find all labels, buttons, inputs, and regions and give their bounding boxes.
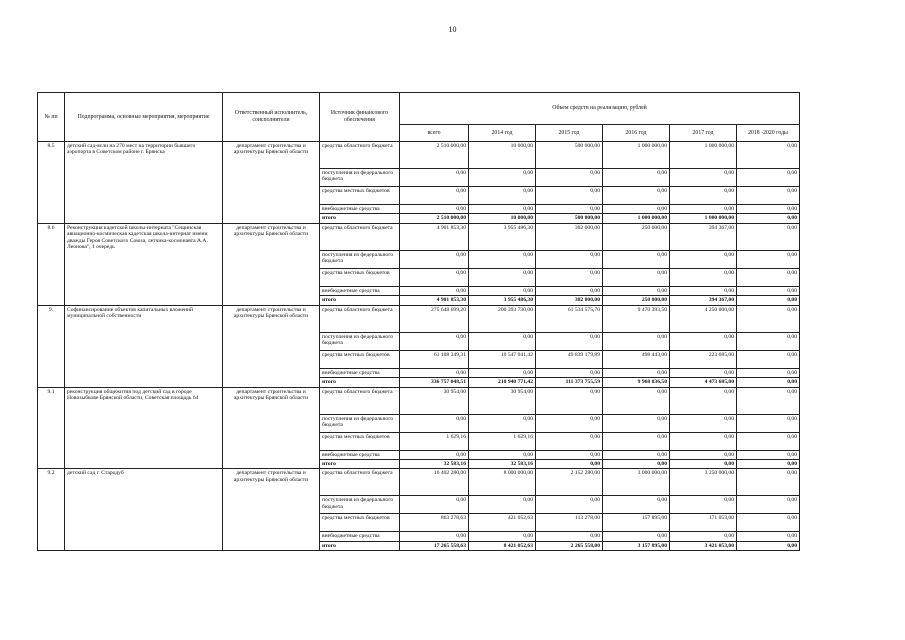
header-col-2017: 2017 год — [670, 125, 737, 142]
amount-cell: 0,00 — [670, 169, 737, 187]
amount-cell: 0,00 — [670, 459, 737, 468]
item-executor: департамент строительства и архитектуры Брянской области — [223, 469, 320, 551]
amount-cell: 1 000 000,00 — [670, 142, 737, 169]
amount-cell: 0,00 — [737, 305, 800, 332]
funding-source: внебюджетные средства — [320, 450, 400, 459]
amount-cell: 0,00 — [536, 432, 603, 450]
item-name: детский сад г. Стародуб — [65, 469, 223, 551]
item-name: Реконструкция кадетской школы-интерната "Сещинская авиационно-космическая кадетская школа-интернат имени дважды Героя Советского Союза, летчика-космонавта А.А. Леонова", 1 очередь — [65, 223, 223, 305]
amount-cell: 0,00 — [737, 350, 800, 368]
amount-cell: 0,00 — [737, 214, 800, 223]
amount-cell: 0,00 — [536, 169, 603, 187]
amount-cell: 0,00 — [737, 459, 800, 468]
amount-cell: 2 510 000,00 — [400, 214, 469, 223]
funding-source: итого — [320, 459, 400, 468]
amount-cell: 0,00 — [670, 432, 737, 450]
amount-cell: 0,00 — [737, 223, 800, 250]
amount-cell: 0,00 — [670, 496, 737, 514]
amount-cell: 0,00 — [737, 469, 800, 496]
amount-cell: 0,00 — [670, 532, 737, 541]
amount-cell: 0,00 — [737, 332, 800, 350]
amount-cell: 30 954,00 — [469, 387, 536, 414]
amount-cell: 302 000,00 — [536, 296, 603, 305]
funding-source: внебюджетные средства — [320, 368, 400, 377]
amount-cell: 498 443,00 — [603, 350, 670, 368]
table-row — [38, 142, 800, 169]
amount-cell: 4 901 853,30 — [400, 223, 469, 250]
amount-cell: 0,00 — [603, 286, 670, 295]
amount-cell: 0,00 — [603, 205, 670, 214]
amount-cell: 10 000,00 — [469, 142, 536, 169]
header-col-2018-2020: 2018 -2020 годы — [737, 125, 800, 142]
funding-source: внебюджетные средства — [320, 205, 400, 214]
item-name: Софинансирование объектов капитальных вложений муниципальной собственности — [65, 305, 223, 387]
amount-cell: 0,00 — [469, 187, 536, 205]
amount-cell: 0,00 — [737, 368, 800, 377]
amount-cell: 0,00 — [603, 532, 670, 541]
amount-cell: 0,00 — [603, 414, 670, 432]
funding-source: итого — [320, 378, 400, 387]
amount-cell: 0,00 — [469, 496, 536, 514]
amount-cell: 0,00 — [603, 496, 670, 514]
item-name: реконструкция общежития под детский сад в городе Новозыбкове Брянской области, Советская площадь 64 — [65, 387, 223, 469]
amount-cell: 0,00 — [670, 187, 737, 205]
amount-cell: 3 000 000,00 — [603, 469, 670, 496]
funding-source: средства местных бюджетов — [320, 432, 400, 450]
amount-cell: 250 000,00 — [603, 296, 670, 305]
funding-source: поступления из федерального бюджета — [320, 496, 400, 514]
amount-cell: 0,00 — [536, 368, 603, 377]
funding-source: средства областного бюджета — [320, 305, 400, 332]
amount-cell: 0,00 — [737, 142, 800, 169]
amount-cell: 0,00 — [603, 387, 670, 414]
amount-cell: 0,00 — [469, 414, 536, 432]
amount-cell: 0,00 — [737, 496, 800, 514]
funding-source: средства местных бюджетов — [320, 187, 400, 205]
amount-cell: 0,00 — [670, 368, 737, 377]
table-body — [38, 142, 800, 551]
amount-cell: 49 839 179,89 — [536, 350, 603, 368]
amount-cell: 61 534 575,70 — [536, 305, 603, 332]
table-row — [38, 469, 800, 496]
amount-cell: 4 250 000,00 — [670, 305, 737, 332]
amount-cell: 0,00 — [536, 459, 603, 468]
amount-cell: 0,00 — [670, 250, 737, 268]
amount-cell: 3 157 895,00 — [603, 541, 670, 550]
amount-cell: 0,00 — [469, 332, 536, 350]
amount-cell: 0,00 — [536, 450, 603, 459]
amount-cell: 394 367,00 — [670, 296, 737, 305]
amount-cell: 3 955 486,30 — [469, 223, 536, 250]
amount-cell: 1 000 000,00 — [603, 214, 670, 223]
amount-cell: 0,00 — [603, 368, 670, 377]
amount-cell: 0,00 — [737, 250, 800, 268]
funding-source: средства областного бюджета — [320, 223, 400, 250]
amount-cell: 9 968 836,50 — [603, 378, 670, 387]
item-number: 8.6 — [38, 223, 65, 305]
amount-cell: 500 000,00 — [536, 214, 603, 223]
amount-cell: 4 473 685,00 — [670, 378, 737, 387]
amount-cell: 0,00 — [400, 205, 469, 214]
amount-cell: 0,00 — [603, 169, 670, 187]
funding-source: итого — [320, 214, 400, 223]
amount-cell: 10 000,00 — [469, 214, 536, 223]
amount-cell: 0,00 — [400, 187, 469, 205]
amount-cell: 0,00 — [670, 387, 737, 414]
amount-cell: 0,00 — [400, 368, 469, 377]
amount-cell: 1 000 000,00 — [603, 142, 670, 169]
amount-cell: 0,00 — [737, 286, 800, 295]
amount-cell: 0,00 — [536, 286, 603, 295]
funding-source: поступления из федерального бюджета — [320, 414, 400, 432]
amount-cell: 0,00 — [737, 450, 800, 459]
amount-cell: 0,00 — [469, 205, 536, 214]
item-executor: департамент строительства и архитектуры Брянской области — [223, 305, 320, 387]
item-number: 9.1 — [38, 387, 65, 469]
amount-cell: 0,00 — [400, 414, 469, 432]
amount-cell: 0,00 — [536, 187, 603, 205]
item-executor: департамент строительства и архитектуры Брянской области — [223, 223, 320, 305]
amount-cell: 0,00 — [737, 387, 800, 414]
amount-cell: 32 583,16 — [469, 459, 536, 468]
funding-source: поступления из федерального бюджета — [320, 332, 400, 350]
amount-cell: 1 629,16 — [469, 432, 536, 450]
amount-cell: 210 940 771,42 — [469, 378, 536, 387]
amount-cell: 9 470 393,50 — [603, 305, 670, 332]
amount-cell: 0,00 — [737, 268, 800, 286]
amount-cell: 302 000,00 — [536, 223, 603, 250]
amount-cell: 0,00 — [469, 286, 536, 295]
amount-cell: 0,00 — [536, 205, 603, 214]
funding-source: внебюджетные средства — [320, 286, 400, 295]
amount-cell: 0,00 — [469, 169, 536, 187]
amount-cell: 275 648 699,20 — [400, 305, 469, 332]
amount-cell: 0,00 — [670, 332, 737, 350]
amount-cell: 0,00 — [603, 268, 670, 286]
amount-cell: 30 954,00 — [400, 387, 469, 414]
amount-cell: 0,00 — [536, 496, 603, 514]
funding-source: средства местных бюджетов — [320, 268, 400, 286]
funding-source: средства областного бюджета — [320, 387, 400, 414]
amount-cell: 0,00 — [400, 250, 469, 268]
amount-cell: 2 265 558,00 — [536, 541, 603, 550]
amount-cell: 0,00 — [400, 332, 469, 350]
header-volume: Объем средств на реализацию, рублей — [400, 93, 800, 125]
amount-cell: 336 757 048,51 — [400, 378, 469, 387]
amount-cell: 3 421 053,00 — [670, 541, 737, 550]
amount-cell: 0,00 — [670, 268, 737, 286]
amount-cell: 113 278,00 — [536, 514, 603, 532]
amount-cell: 394 367,00 — [670, 223, 737, 250]
amount-cell: 0,00 — [400, 532, 469, 541]
amount-cell: 0,00 — [469, 268, 536, 286]
amount-cell: 223 685,00 — [670, 350, 737, 368]
amount-cell: 0,00 — [603, 450, 670, 459]
amount-cell: 0,00 — [536, 332, 603, 350]
amount-cell: 157 895,00 — [603, 514, 670, 532]
item-number: 9.2 — [38, 469, 65, 551]
amount-cell: 0,00 — [469, 250, 536, 268]
header-source: Источник финансового обеспечения — [320, 93, 400, 142]
amount-cell: 0,00 — [536, 250, 603, 268]
item-executor: департамент строительства и архитектуры Брянской области — [223, 142, 320, 224]
amount-cell: 0,00 — [400, 450, 469, 459]
funding-source: поступления из федерального бюджета — [320, 169, 400, 187]
item-number: 9. — [38, 305, 65, 387]
amount-cell: 2 510 000,00 — [400, 142, 469, 169]
table-row — [38, 387, 800, 414]
amount-cell: 0,00 — [670, 450, 737, 459]
item-name: детский сад-ясли на 270 мест на территории бывшего аэропорта в Советском районе г. Брянска — [65, 142, 223, 224]
funding-source: итого — [320, 296, 400, 305]
funding-source: поступления из федерального бюджета — [320, 250, 400, 268]
amount-cell: 3 955 486,30 — [469, 296, 536, 305]
header-col-total: всего — [400, 125, 469, 142]
amount-cell: 500 000,00 — [536, 142, 603, 169]
amount-cell: 863 278,63 — [400, 514, 469, 532]
item-number: 8.5 — [38, 142, 65, 224]
amount-cell: 200 393 730,00 — [469, 305, 536, 332]
amount-cell: 0,00 — [737, 378, 800, 387]
amount-cell: 1 000 000,00 — [670, 214, 737, 223]
amount-cell: 0,00 — [670, 286, 737, 295]
amount-cell: 0,00 — [536, 414, 603, 432]
funding-source: внебюджетные средства — [320, 532, 400, 541]
amount-cell: 111 373 755,59 — [536, 378, 603, 387]
amount-cell: 0,00 — [400, 496, 469, 514]
funding-source: средства областного бюджета — [320, 469, 400, 496]
header-executor: Ответственный исполнитель, соисполнители — [223, 93, 320, 142]
amount-cell: 421 052,63 — [469, 514, 536, 532]
header-col-2015: 2015 год — [536, 125, 603, 142]
amount-cell: 0,00 — [737, 414, 800, 432]
funding-source: средства областного бюджета — [320, 142, 400, 169]
amount-cell: 0,00 — [603, 187, 670, 205]
amount-cell: 8 000 000,00 — [469, 469, 536, 496]
header-no: № пп — [38, 93, 65, 142]
amount-cell: 0,00 — [670, 414, 737, 432]
table-row — [38, 223, 800, 250]
amount-cell: 0,00 — [670, 205, 737, 214]
amount-cell: 0,00 — [603, 250, 670, 268]
amount-cell: 0,00 — [737, 541, 800, 550]
amount-cell: 0,00 — [737, 532, 800, 541]
amount-cell: 8 421 052,63 — [469, 541, 536, 550]
amount-cell: 0,00 — [603, 332, 670, 350]
table-row — [38, 305, 800, 332]
amount-cell: 0,00 — [536, 532, 603, 541]
amount-cell: 0,00 — [536, 387, 603, 414]
amount-cell: 0,00 — [400, 286, 469, 295]
amount-cell: 0,00 — [737, 432, 800, 450]
amount-cell: 0,00 — [737, 187, 800, 205]
amount-cell: 0,00 — [400, 169, 469, 187]
header-col-2016: 2016 год — [603, 125, 670, 142]
amount-cell: 2 152 280,00 — [536, 469, 603, 496]
amount-cell: 0,00 — [737, 169, 800, 187]
amount-cell: 0,00 — [737, 514, 800, 532]
header-col-2014: 2014 год — [469, 125, 536, 142]
funding-source: средства местных бюджетов — [320, 350, 400, 368]
amount-cell: 16 402 280,00 — [400, 469, 469, 496]
amount-cell: 0,00 — [400, 268, 469, 286]
amount-cell: 0,00 — [737, 296, 800, 305]
amount-cell: 0,00 — [469, 450, 536, 459]
amount-cell: 17 265 558,63 — [400, 541, 469, 550]
amount-cell: 0,00 — [469, 368, 536, 377]
header-subprogram: Подпрограмма, основные мероприятия, мероприятие — [65, 93, 223, 142]
amount-cell: 3 250 000,00 — [670, 469, 737, 496]
amount-cell: 0,00 — [603, 459, 670, 468]
amount-cell: 32 583,16 — [400, 459, 469, 468]
amount-cell: 10 547 041,42 — [469, 350, 536, 368]
item-executor: департамент строительства и архитектуры Брянской области — [223, 387, 320, 469]
amount-cell: 0,00 — [469, 532, 536, 541]
amount-cell: 250 000,00 — [603, 223, 670, 250]
amount-cell: 61 108 349,31 — [400, 350, 469, 368]
amount-cell: 0,00 — [603, 432, 670, 450]
amount-cell: 4 901 853,30 — [400, 296, 469, 305]
table-header — [38, 93, 800, 142]
amount-cell: 0,00 — [737, 205, 800, 214]
page-number: 10 — [448, 25, 457, 34]
amount-cell: 171 053,00 — [670, 514, 737, 532]
funding-source: итого — [320, 541, 400, 550]
budget-table — [37, 92, 800, 551]
amount-cell: 1 629,16 — [400, 432, 469, 450]
funding-source: средства местных бюджетов — [320, 514, 400, 532]
amount-cell: 0,00 — [536, 268, 603, 286]
